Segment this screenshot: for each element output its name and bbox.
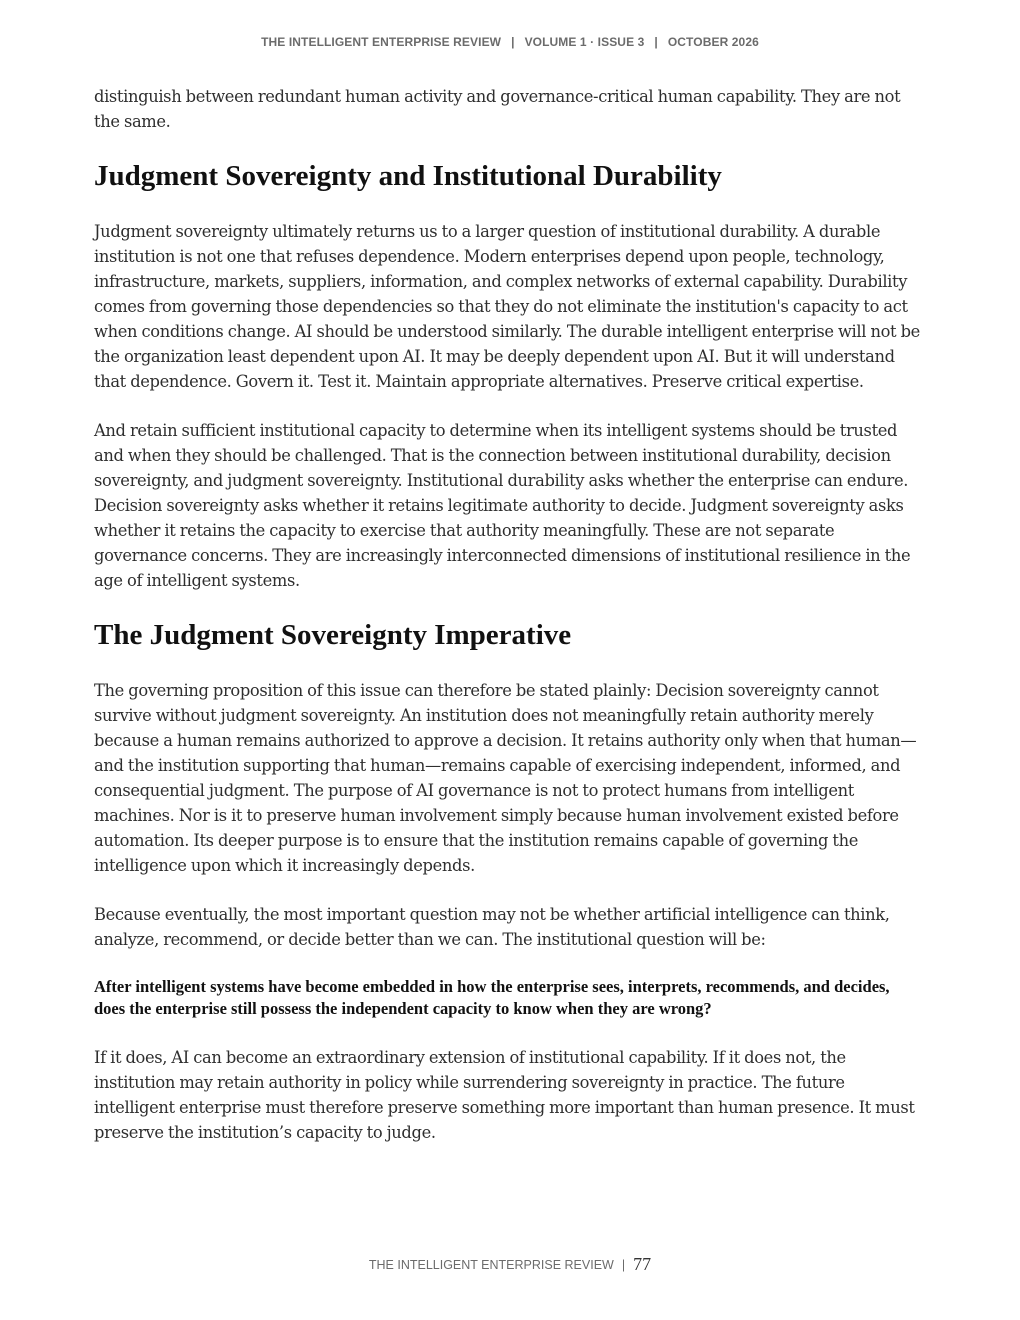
- footer-separator: |: [621, 1258, 626, 1272]
- emphasis-question: After intelligent systems have become embedded in how the enterprise sees, interprets, recommends, and decides, does the enterprise still possess the independent capacity to know when they are wrong?: [94, 977, 890, 1018]
- running-footer: [0, 1254, 1020, 1275]
- paragraph: And retain sufficient institutional capacity to determine when its intelligent systems should be trusted and when they should be challenged. That is the connection between institutional durability, decision sovereignty, and judgment sovereignty. Institutional durability asks whether the enterprise can endure. Decision sovereignty asks whether it retains legitimate authority to decide. Judgment sovereignty asks whether it retains the capacity to exercise that authority meaningfully. These are not separate governance concerns. They are increasingly interconnected dimensions of institutional resilience in the age of intelligent systems.: [94, 421, 911, 590]
- header-separator: |: [511, 35, 515, 49]
- article-body: [94, 84, 928, 1169]
- header-issue: VOLUME 1 · ISSUE 3: [524, 35, 645, 49]
- paragraph: Judgment sovereignty ultimately returns us to a larger question of institutional durability. A durable institution is not one that refuses dependence. Modern enterprises depend upon people, technology, infrastructure, markets, suppliers, information, and complex networks of external capability. Durability comes from governing those dependencies so that they do not eliminate the institution's capacity to act when conditions change. AI should be understood similarly. The durable intelligent enterprise will not be the organization least dependent upon AI. It may be deeply dependent upon AI. But it will understand that dependence. Govern it. Test it. Maintain appropriate alternatives. Preserve critical expertise.: [94, 222, 920, 391]
- footer-publication: THE INTELLIGENT ENTERPRISE REVIEW: [368, 1258, 614, 1272]
- intro-paragraph: distinguish between redundant human activity and governance-critical human capability. They are not the same.: [94, 87, 901, 131]
- paragraph: Because eventually, the most important question may not be whether artificial intelligence can think, analyze, recommend, or decide better than we can. The institutional question will be:: [94, 905, 890, 949]
- section-heading-durability: Judgment Sovereignty and Institutional Durability: [94, 160, 722, 192]
- header-separator: |: [654, 35, 658, 49]
- section-heading-imperative: The Judgment Sovereignty Imperative: [94, 619, 572, 651]
- header-publication: THE INTELLIGENT ENTERPRISE REVIEW: [261, 35, 502, 49]
- running-header: [0, 35, 1020, 49]
- header-date: OCTOBER 2026: [667, 35, 759, 49]
- paragraph: The governing proposition of this issue can therefore be stated plainly: Decision sovereignty cannot survive without judgment sovereignty. An institution does not meaningfully retain authority merely because a human remains authorized to approve a decision. It retains authority only when that human—and the institution supporting that human—remains capable of exercising independent, informed, and consequential judgment. The purpose of AI governance is not to protect humans from intelligent machines. Nor is it to preserve human involvement simply because human involvement existed before automation. Its deeper purpose is to ensure that the institution remains capable of governing the intelligence upon which it increasingly depends.: [94, 681, 917, 875]
- closing-paragraph: If it does, AI can become an extraordinary extension of institutional capability. If it does not, the institution may retain authority in policy while surrendering sovereignty in practice. The future intelligent enterprise must therefore preserve something more important than human presence. It must preserve the institution’s capacity to judge.: [94, 1048, 915, 1142]
- page-number: 77: [633, 1254, 652, 1274]
